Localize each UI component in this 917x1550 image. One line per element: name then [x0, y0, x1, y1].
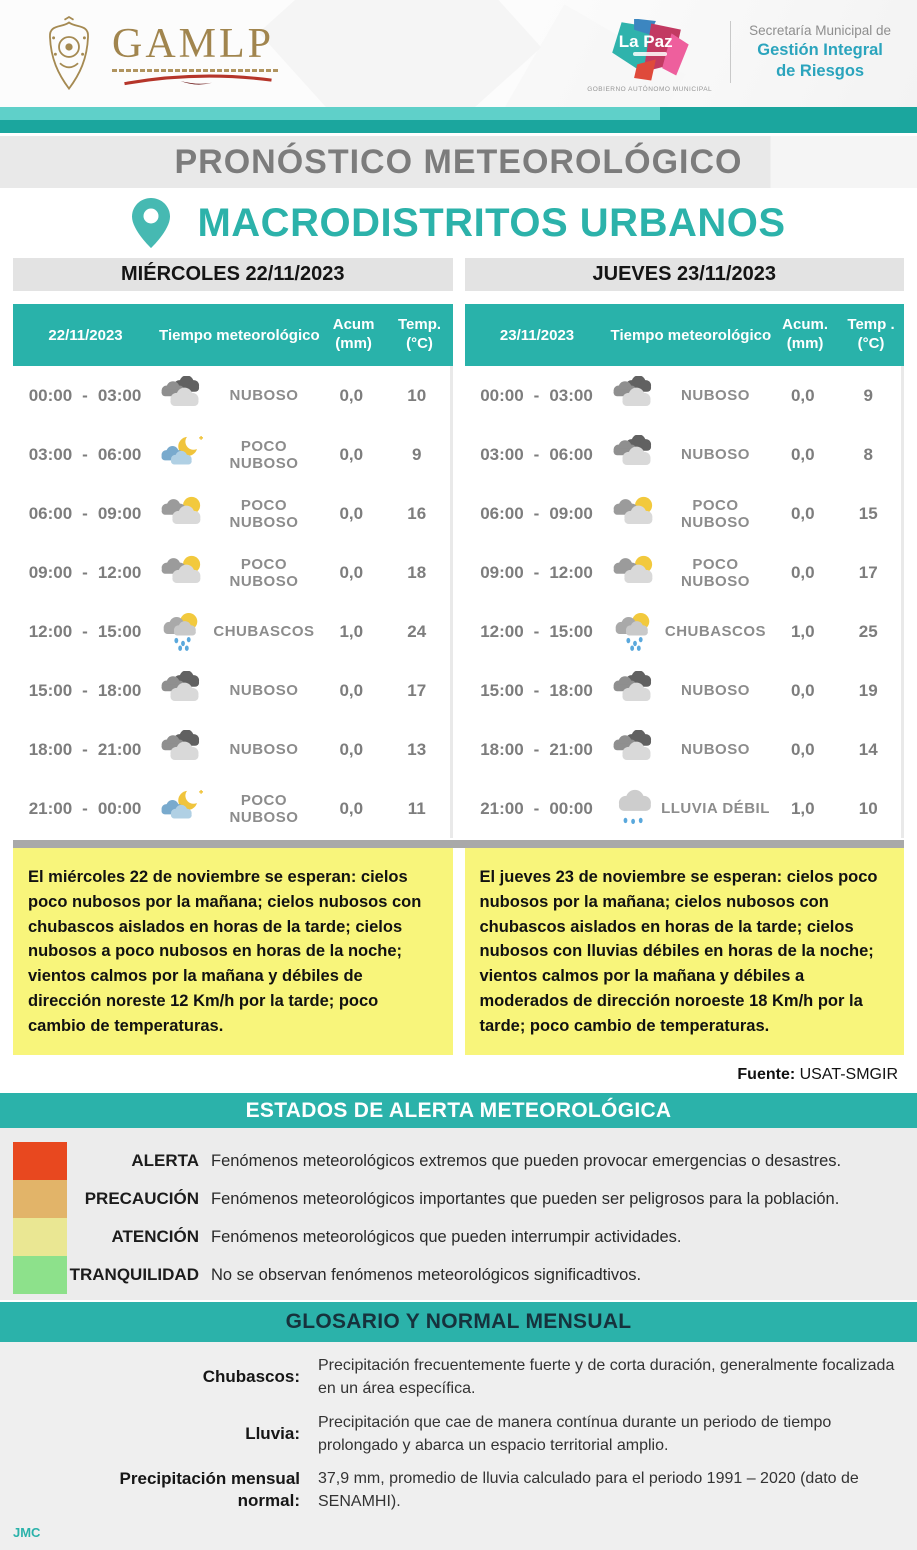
column-header-acum: Acum (mm): [332, 316, 375, 352]
temp-value: 24: [407, 621, 427, 641]
gamlp-crest-icon: [40, 14, 98, 98]
alert-description: No se observan fenómenos meteorológicos significadtivos.: [211, 1265, 642, 1284]
column-header-date: 22/11/2023: [48, 326, 123, 344]
temp-value: 11: [407, 798, 426, 818]
forecast-row: [13, 543, 450, 602]
acum-value: 0,0: [339, 562, 364, 582]
lluvia-debil-icon: [609, 789, 661, 829]
alert-row: [0, 1142, 917, 1180]
nuboso-icon: [609, 671, 661, 711]
gamlp-red-swoosh: [112, 74, 284, 88]
poco-nuboso-noche-icon: [157, 435, 209, 475]
forecast-row: [465, 366, 902, 425]
lapaz-logo-text: La Paz: [618, 31, 673, 51]
table-bottom-separator: [13, 840, 904, 848]
temp-value: 25: [858, 621, 878, 641]
gamlp-logo: [40, 14, 284, 98]
alert-row: [0, 1256, 917, 1294]
nuboso-icon: [157, 376, 209, 416]
temp-value: 17: [407, 680, 427, 700]
source-label: Fuente:: [737, 1066, 796, 1084]
condition-label: NUBOSO: [681, 446, 750, 463]
source-line: [0, 1055, 917, 1091]
acum-value: 0,0: [790, 739, 815, 759]
alert-row: [0, 1218, 917, 1256]
time-range: 18:00 - 21:00: [28, 739, 142, 759]
forecast-row: [13, 720, 450, 779]
header-right-logos: [587, 19, 891, 93]
day-title: JUEVES 23/11/2023: [465, 258, 905, 291]
forecast-row: [465, 484, 902, 543]
forecast-row: [13, 484, 450, 543]
lapaz-logo-caption: GOBIERNO AUTÓNOMO MUNICIPAL: [587, 85, 713, 93]
alert-row: [0, 1180, 917, 1218]
temp-value: 13: [407, 739, 427, 759]
day-title: MIÉRCOLES 22/11/2023: [13, 258, 453, 291]
acum-value: 1,0: [790, 621, 815, 641]
poco-nuboso-icon: [157, 553, 209, 593]
glossary-row: [13, 1467, 904, 1513]
alert-level-name: PRECAUCIÓN: [84, 1189, 199, 1209]
poco-nuboso-icon: [609, 553, 661, 593]
secretaria-line1: Secretaría Municipal de: [749, 23, 891, 39]
alerts-section-header: ESTADOS DE ALERTA METEOROLÓGICA: [0, 1093, 917, 1128]
temp-value: 14: [858, 739, 878, 759]
header-pattern: [259, 0, 541, 107]
forecast-row: [465, 543, 902, 602]
table-header-row: [13, 304, 453, 366]
column-header-acum: Acum. (mm): [782, 316, 829, 352]
subtitle-row: [0, 192, 917, 254]
condition-label: NUBOSO: [229, 387, 299, 404]
condition-label: LLUVIA DÉBIL: [661, 800, 770, 817]
acum-value: 0,0: [339, 503, 364, 523]
column-header-temp: Temp. (°C): [397, 316, 442, 352]
time-range: 03:00 - 06:00: [28, 444, 142, 464]
condition-label: POCO NUBOSO: [229, 791, 299, 826]
author-initials: JMC: [13, 1525, 41, 1541]
glossary-row: [13, 1354, 904, 1400]
acum-value: 1,0: [339, 621, 364, 641]
alert-color-swatch: [13, 1256, 67, 1294]
secretaria-line3: de Riesgos: [776, 62, 865, 80]
acum-value: 0,0: [339, 385, 364, 405]
temp-value: 10: [407, 385, 427, 405]
gamlp-small-caption: [112, 69, 280, 72]
lapaz-logo-shape: [611, 19, 689, 81]
condition-label: POCO NUBOSO: [229, 496, 299, 531]
forecast-table-thursday: [465, 258, 905, 838]
glossary-term: Precipitación mensual normal:: [119, 1469, 300, 1511]
glossary-definition: Precipitación que cae de manera contínua durante un periodo de tiempo prolongado y abarca un espacio territorial amplio.: [318, 1413, 832, 1454]
acum-value: 0,0: [790, 385, 815, 405]
chubascos-icon: [157, 612, 209, 652]
glossary-definition: 37,9 mm, promedio de lluvia calculado para el periodo 1991 – 2020 (dato de SENAMHI).: [318, 1470, 859, 1511]
time-range: 15:00 - 18:00: [480, 680, 593, 700]
temp-value: 9: [412, 444, 422, 464]
nuboso-icon: [157, 730, 209, 770]
teal-divider-band-light: [0, 107, 660, 120]
glossary-row: [13, 1411, 904, 1457]
condition-label: NUBOSO: [681, 682, 750, 699]
acum-value: 0,0: [790, 503, 815, 523]
glossary-definition: Precipitación frecuentemente fuerte y de corta duración, generalmente focalizada en un área específica.: [318, 1357, 895, 1398]
condition-label: POCO NUBOSO: [681, 496, 750, 531]
forecast-table-wednesday: [13, 258, 453, 838]
table-body: [465, 366, 905, 838]
forecast-row: [13, 602, 450, 661]
column-header-weather: Tiempo meteorológico: [610, 326, 772, 344]
column-header-temp: Temp . (°C): [847, 316, 895, 352]
column-header-weather: Tiempo meteorológico: [159, 326, 320, 344]
alert-level-name: ALERTA: [131, 1151, 199, 1171]
acum-value: 0,0: [339, 444, 364, 464]
condition-label: CHUBASCOS: [213, 623, 315, 640]
poco-nuboso-icon: [609, 494, 661, 534]
forecast-row: [13, 779, 450, 838]
condition-label: NUBOSO: [681, 741, 750, 758]
time-range: 12:00 - 15:00: [480, 621, 593, 641]
time-range: 06:00 - 09:00: [480, 503, 593, 523]
secretaria-block: [749, 23, 891, 87]
time-range: 03:00 - 06:00: [480, 444, 593, 464]
alert-level-name: TRANQUILIDAD: [69, 1265, 199, 1285]
acum-value: 0,0: [339, 739, 364, 759]
chubascos-icon: [609, 612, 661, 652]
teal-divider-band: [0, 107, 917, 133]
temp-value: 15: [858, 503, 878, 523]
condition-label: POCO NUBOSO: [229, 437, 299, 472]
temp-value: 10: [858, 798, 878, 818]
time-range: 18:00 - 21:00: [480, 739, 593, 759]
time-range: 09:00 - 12:00: [480, 562, 593, 582]
summary-thursday: El jueves 23 de noviembre se esperan: cielos poco nubosos por la mañana; cielos nubosos con chubascos aislados en horas de la tarde; cielos nubosos con lluvias débiles en horas de la noche; vientos calmos por la mañana y débiles a moderados de dirección noroeste 18 Km/h por la tarde; poco cambio de temperaturas.: [465, 848, 905, 1055]
condition-label: NUBOSO: [681, 387, 750, 404]
temp-value: 18: [407, 562, 427, 582]
temp-value: 19: [858, 680, 878, 700]
secretaria-line2: Gestión Integral: [757, 41, 883, 60]
source-value: USAT-SMGIR: [799, 1066, 898, 1084]
condition-label: CHUBASCOS: [664, 623, 767, 640]
acum-value: 0,0: [339, 680, 364, 700]
forecast-row: [13, 366, 450, 425]
gamlp-logo-text: GAMLP: [112, 21, 275, 67]
acum-value: 0,0: [790, 444, 815, 464]
page-subtitle: MACRODISTRITOS URBANOS: [197, 200, 786, 245]
glossary-section: [0, 1342, 917, 1550]
alerts-legend: [0, 1128, 917, 1300]
daily-summaries: [0, 848, 917, 1055]
page-title: PRONÓSTICO METEOROLÓGICO: [174, 142, 743, 181]
acum-value: 0,0: [339, 798, 364, 818]
condition-label: POCO NUBOSO: [229, 555, 299, 590]
table-body: [13, 366, 453, 838]
alert-color-swatch: [13, 1180, 67, 1218]
condition-label: POCO NUBOSO: [681, 555, 750, 590]
condition-label: NUBOSO: [229, 741, 299, 758]
alert-description: Fenómenos meteorológicos extremos que pueden provocar emergencias o desastres.: [211, 1151, 842, 1170]
table-header-row: [465, 304, 905, 366]
location-pin-icon: [131, 197, 171, 249]
acum-value: 0,0: [790, 562, 815, 582]
lapaz-logo-tagline: [633, 52, 667, 56]
alert-color-swatch: [13, 1218, 67, 1256]
temp-value: 16: [407, 503, 427, 523]
time-range: 06:00 - 09:00: [28, 503, 142, 523]
forecast-row: [13, 661, 450, 720]
nuboso-icon: [609, 376, 661, 416]
forecast-tables: [0, 254, 917, 838]
alert-description: Fenómenos meteorológicos que pueden interrumpir actividades.: [211, 1227, 682, 1246]
glossary-term: Chubascos:: [202, 1367, 300, 1387]
glossary-term: Lluvia:: [245, 1423, 300, 1443]
forecast-row: [465, 779, 902, 838]
nuboso-icon: [157, 671, 209, 711]
temp-value: 17: [858, 562, 878, 582]
summary-wednesday: El miércoles 22 de noviembre se esperan: cielos poco nubosos por la mañana; cielos nubosos con chubascos aislados en horas de la tarde; cielos nubosos a poco nubosos en horas de la noche; vientos calmos por la mañana y débiles de dirección noreste 12 Km/h por la tarde; poco cambio de temperaturas.: [13, 848, 453, 1055]
nuboso-icon: [609, 730, 661, 770]
forecast-row: [465, 661, 902, 720]
time-range: 21:00 - 00:00: [480, 798, 593, 818]
logo-divider: [730, 21, 731, 83]
alert-color-swatch: [13, 1142, 67, 1180]
alert-level-name: ATENCIÓN: [111, 1227, 199, 1247]
acum-value: 1,0: [790, 798, 815, 818]
gamlp-wordmark: [112, 23, 284, 88]
time-range: 00:00 - 03:00: [480, 385, 593, 405]
time-range: 09:00 - 12:00: [28, 562, 142, 582]
condition-label: NUBOSO: [229, 682, 299, 699]
temp-value: 8: [863, 444, 873, 464]
document-header: [0, 0, 917, 107]
time-range: 12:00 - 15:00: [28, 621, 142, 641]
forecast-row: [465, 720, 902, 779]
column-header-date: 23/11/2023: [499, 326, 575, 344]
poco-nuboso-icon: [157, 494, 209, 534]
forecast-row: [13, 425, 450, 484]
forecast-row: [465, 602, 902, 661]
temp-value: 9: [863, 385, 873, 405]
glossary-section-header: GLOSARIO Y NORMAL MENSUAL: [0, 1302, 917, 1342]
nuboso-icon: [609, 435, 661, 475]
alert-description: Fenómenos meteorológicos importantes que pueden ser peligrosos para la población.: [211, 1189, 840, 1208]
time-range: 21:00 - 00:00: [28, 798, 142, 818]
poco-nuboso-noche-icon: [157, 789, 209, 829]
forecast-row: [465, 425, 902, 484]
time-range: 15:00 - 18:00: [28, 680, 142, 700]
time-range: 00:00 - 03:00: [28, 385, 142, 405]
acum-value: 0,0: [790, 680, 815, 700]
lapaz-logo: [587, 19, 712, 93]
title-band: [0, 136, 917, 188]
